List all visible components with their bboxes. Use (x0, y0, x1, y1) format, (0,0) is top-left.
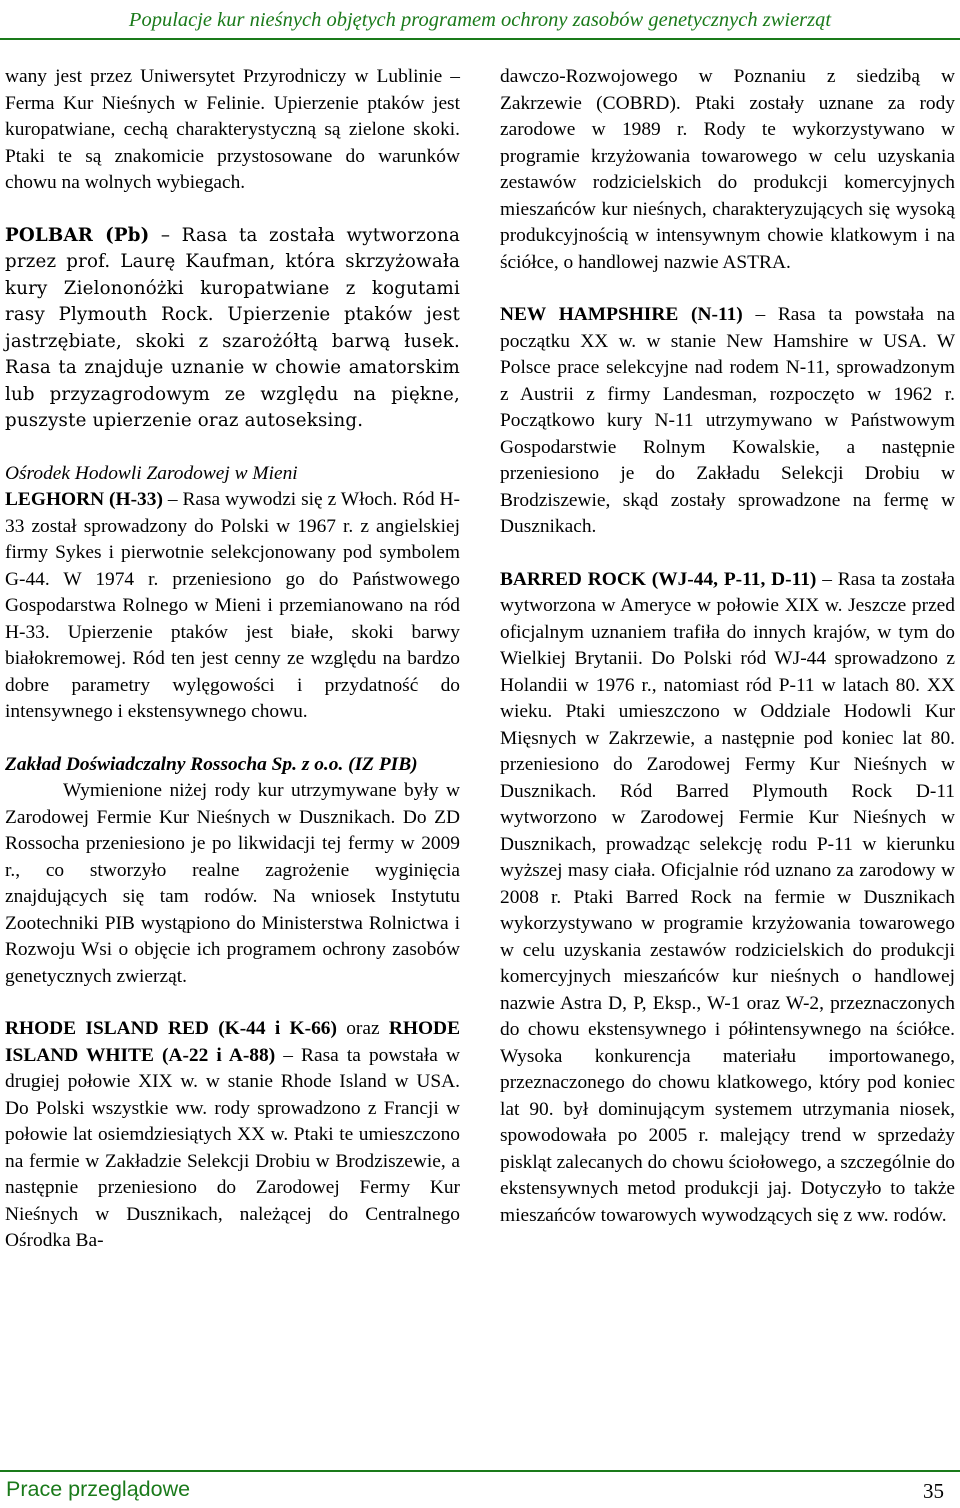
breed-text-polbar: – Rasa ta została wytworzona przez prof. Laurę Kaufman, która skrzyżowała kury Zielononóżki kuropatwiane z kogutami rasy Plymouth Rock. Upierzenie ptaków jest jastrzębiate, skoki z szarożółtą barwą łusek. Rasa ta znajduje uznanie w chowie amatorskim lub przyzagrodowym ze względu na piękne, puszyste upierzenie oraz autoseksing. (5, 224, 460, 431)
breed-text-leghorn: – Rasa wywodzi się z Włoch. Ród H-33 został sprowadzony do Polski w 1967 r. z angielskiej firmy Sykes i pierwotnie selekcjonowany pod symbolem G-44. W 1974 r. przeniesiono go do Państwowego Gospodarstwa Rolnego w Mieni i przemianowano na ród H-33. Upierzenie ptaków jest białe, skoki barwy białokremowej. Ród ten jest cenny ze względu na bardzo dobre parametry wylęgowości i przydatność do intensywnego i ekstensywnego chowu. (5, 489, 460, 722)
header-rule (0, 38, 960, 40)
conjunction-oraz: oraz (336, 1018, 389, 1039)
left-column (5, 64, 460, 1255)
heading-rossocha: Zakład Doświadczalny Rossocha Sp. z o.o. (IZ PIB) (5, 753, 418, 775)
breed-text-rhode-island: – Rasa ta powstała w drugiej połowie XIX w. w stanie Rhode Island w USA. Do Polski wszystkie ww. rody sprowadzono z Francji w połowie lat osiemdziesiątych XX w. Ptaki te umieszczono na fermie w Zakładzie Selekcji Drobiu w Brodziszewie, a następnie przeniesiono do Zarodowej Fermy Kur Nieśnych w Dusznikach, należącej do Centralnego Ośrodka Ba- (5, 1044, 460, 1251)
right-column (500, 64, 955, 1229)
paragraph-cobrd: dawczo-Rozwojowego w Poznaniu z siedzibą w Zakrzewie (COBRD). Ptaki zostały uznane za rody zarodowe w 1989 r. Rody te wykorzystywano w programie krzyżowania towarowego w celu uzyskania zestawów rodzicielskich do produkcji komercyjnych mieszańców kur nieśnych, charakteryzujących się wysoką produkcyjnością w intensywnym chowie klatkowym i na ściółce, o handlowej nazwie ASTRA. (500, 66, 955, 273)
paragraph-new-hampshire (500, 302, 955, 541)
heading-mienie: Ośrodek Hodowli Zarodowej w Mieni (5, 462, 298, 484)
paragraph-polbar (5, 223, 460, 435)
breed-name-leghorn: LEGHORN (H-33) (5, 489, 163, 510)
breed-text-barred-rock: – Rasa ta została wytworzona w Ameryce w połowie XIX w. Jeszcze przed oficjalnym uznaniem trafiła do innych krajów, w tym do Wielkiej Brytanii. Do Polski ród WJ-44 sprowadzono z Holandii w 1976 r., natomiast ród P-11 w latach 80. XX wieku. Ptaki umieszczono w Oddziale Hodowli Kur Mięsnych w Zakrzewie, a następnie pod koniec lat 80. przeniesiono do Zarodowej Fermy Kur Nieśnych w Dusznikach. Ród Barred Plymouth Rock D-11 wytworzono w Zarodowej Fermie Kur Nieśnych w Dusznikach, prowadząc selekcję rodu P-11 w kierunku wyższej masy ciała. Oficjalnie ród uznano za zarodowy w 2008 r. Ptaki Barred Rock na fermie w Dusznikach wykorzystywano w programie krzyżowania towarowego w celu uzyskania zestawów rodzicielskich do produkcji komercyjnych mieszańców kur nieśnych o handlowej nazwie Astra D, P, Eksp., W-1 oraz W-2, przeznaczonych do chowu ekstensywnego i półintensywnego na ściółce. Wysoka konkurencja materiału importowanego, przeznaczonego do chowu klatkowego, który pod koniec lat 90. był dominującym systemem utrzymania niosek, spowodowała po 2005 r. malejący trend w sprzedaży piskląt zalecanych do chowu ściołowego, a szczególnie do ekstensywnych metod produkcji jaj. Dotyczyło to także mieszańców towarowych wywodzących się z ww. rodów. (500, 568, 955, 1226)
breed-name-new-hampshire: NEW HAMPSHIRE (N-11) (500, 304, 743, 325)
footer-rule (0, 1470, 960, 1472)
footer-section-label: Prace przeglądowe (6, 1477, 191, 1501)
page-number: 35 (923, 1479, 944, 1503)
paragraph-rossocha: Wymienione niżej rody kur utrzymywane były w Zarodowej Fermie Kur Nieśnych w Dusznikach. Do ZD Rossocha przeniesiono je po likwidacji tej fermy w 2009 r., co stworzyło realne zagrożenie wyginięcia znajdujących się tam rodów. Na wniosek Instytutu Zootechniki PIB wystąpiono do Ministerstwa Rolnictwa i Rozwoju Wsi o objęcie ich programem ochrony zasobów genetycznych zwierząt. (5, 780, 460, 987)
breed-name-rir: RHODE ISLAND RED (K-44 i K-66) (5, 1018, 337, 1039)
paragraph-rhode-island (5, 1016, 460, 1255)
running-header: Populacje kur nieśnych objętych programem ochrony zasobów genetycznych zwierząt (128, 9, 832, 31)
breed-name-riw: RHODE ISLAND WHITE (A-22 i A-88) (5, 1018, 460, 1066)
section-heading-mienie (5, 461, 460, 488)
paragraph-barred-rock (500, 567, 955, 1230)
breed-name-barred-rock: BARRED ROCK (WJ-44, P-11, D-11) (500, 568, 817, 590)
breed-name-polbar: POLBAR (Pb) (5, 224, 150, 246)
breed-text-new-hampshire: – Rasa ta powstała na początku XX w. w stanie New Hamshire w USA. W Polsce prace selekcyjne nad rodem N-11, sprowadzonym z Austrii z firmy Landesman, rozpoczęto w 1962 r. Początkowo kury N-11 utrzymywano w Państwowym Gospodarstwie Rolnym Kowalskie, a następnie przeniesiono je do Zakładu Selekcji Drobiu w Brodziszewie, skąd zostały sprowadzone na fermę w Dusznikach. (500, 304, 955, 537)
section-heading-rossocha (5, 752, 460, 779)
paragraph-leghorn (5, 487, 460, 726)
paragraph-felin: wany jest przez Uniwersytet Przyrodniczy w Lublinie – Ferma Kur Nieśnych w Felinie. Upierzenie ptaków jest kuropatwiane, cechą charakterystyczną są zielone skoki. Ptaki te są znakomicie przystosowane do warunków chowu na wolnych wybiegach. (5, 66, 460, 193)
